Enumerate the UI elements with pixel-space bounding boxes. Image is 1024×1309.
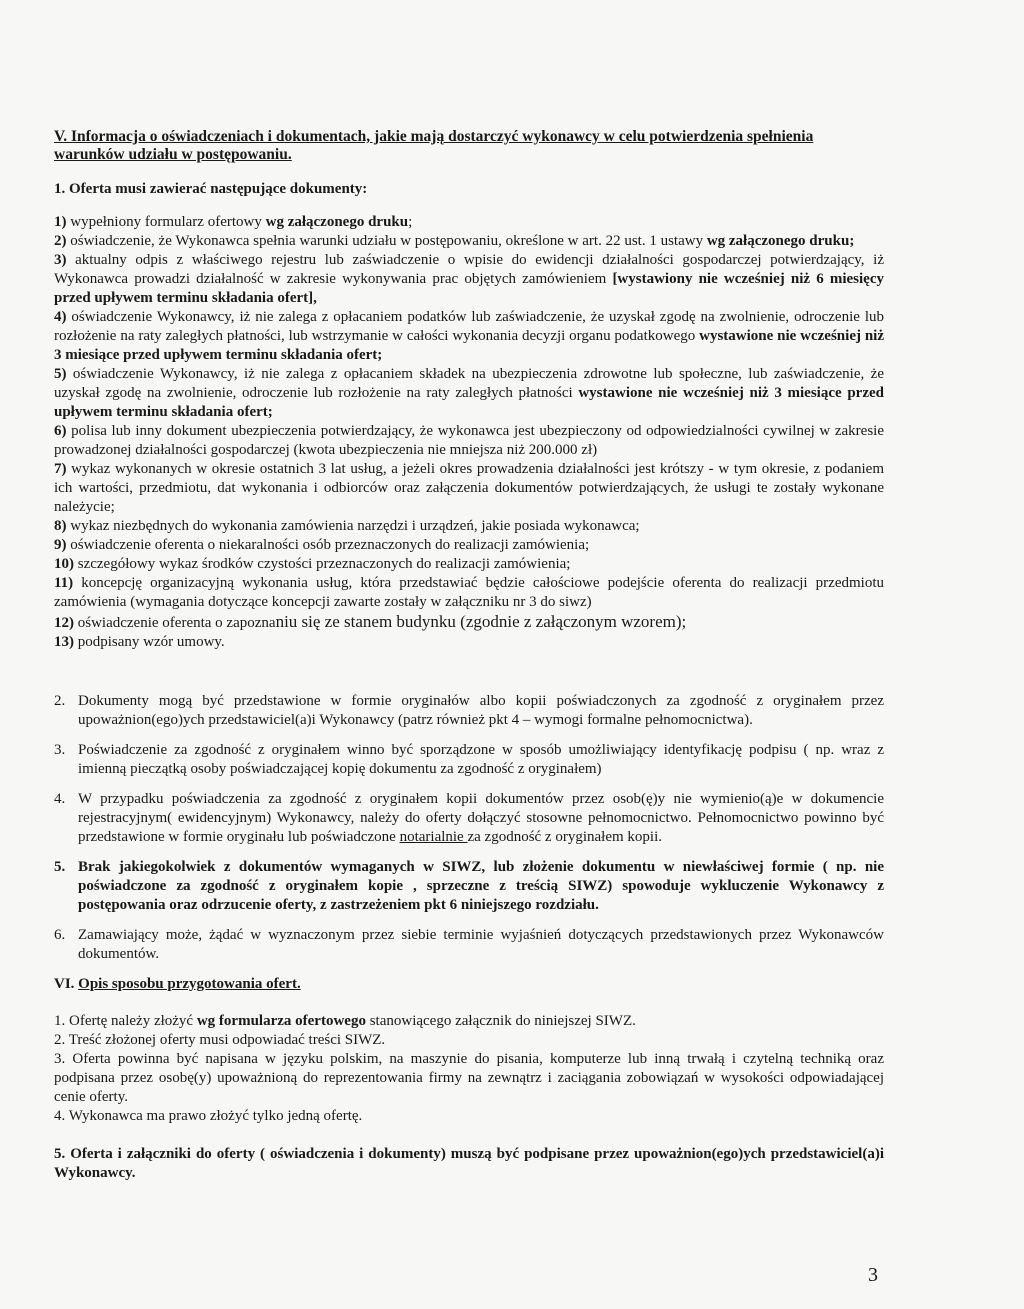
list-item — [54, 555, 884, 574]
item-number: 1) — [54, 214, 67, 230]
item-bold-text: wystawione nie wcześniej niż 3 miesiące przed upływem terminu składania ofert; — [54, 328, 884, 363]
numbered-points — [54, 692, 884, 964]
item-number: 8) — [54, 518, 67, 534]
section-vi-title: Opis sposobu przygotowania ofert. — [78, 976, 301, 992]
list-item — [54, 612, 884, 633]
point-text: Brak jakiegokolwiek z dokumentów wymaganych w SIWZ, lub złożenie dokumentu w niewłaściwej formie ( np. nie poświadczone za zgodność z oryginałem kopie , sprzeczne z treścią SIWZ) spowoduje wykluczenie Wykonawcy z postępowania oraz odrzucenie oferty, z zastrzeżeniem pkt 6 niniejszego rozdziału. — [78, 859, 884, 913]
item-number: 12) — [54, 615, 74, 631]
list-item: 2. Treść złożonej oferty musi odpowiadać treści SIWZ. — [54, 1032, 386, 1048]
item-text: niu się ze stanem budynku (zgodnie z załączonym wzorem); — [275, 612, 687, 631]
item-number: 2) — [54, 233, 67, 249]
section-v-heading: V. Informacja o oświadczeniach i dokumentach, jakie mają dostarczyć wykonawcy w celu potwierdzenia spełnienia warunków udziału w postępowaniu. — [54, 128, 814, 163]
item-number: 10) — [54, 556, 74, 572]
point-text — [78, 790, 884, 847]
list-item — [54, 308, 884, 365]
item-text: wypełniony formularz ofertowy — [66, 214, 266, 230]
item-text: wykaz wykonanych w okresie ostatnich 3 lat usług, a jeżeli okres prowadzenia działalności jest krótszy - w tym okresie, z podaniem ich wartości, przedmiotu, dat wykonania i odbiorców oraz załączenia dokumentów potwierdzających, że usługi te zostały wykonane należycie; — [54, 461, 884, 515]
page-number: 3 — [868, 1264, 878, 1286]
item-text: oświadczenie Wykonawcy, iż nie zalega z opłacaniem podatków lub zaświadczenie, że uzyskał zgodę na zwolnienie, odroczenie lub rozłożenie na raty zaległych płatności, lub wstrzymanie w całości wykonania decyzji organu podatkowego — [54, 309, 884, 344]
list-item: 4. Wykonawca ma prawo złożyć tylko jedną ofertę. — [54, 1108, 363, 1124]
item-text: aktualny odpis z właściwego rejestru lub zaświadczenie o wpisie do ewidencji działalności gospodarczej potwierdzający, iż Wykonawca prowadzi działalność w zakresie wykonywania prac objętych zamówieniem — [54, 252, 884, 287]
item-bold-text: wg załączonego druku — [265, 214, 409, 230]
list-item: 3. Oferta powinna być napisana w języku polskim, na maszynie do pisania, komputerze lub inną trwałą i czytelną techniką oraz podpisana przez osobę(y) upoważnioną do reprezentowania firmy na zewnątrz i zaciągania zobowiązań w wysokości odpowiadającej cenie oferty. — [54, 1051, 884, 1105]
point-text-part: W przypadku poświadczenia za zgodność z oryginałem kopii dokumentów przez osob(ę)y nie wymienio(ą)e w dokumencie rejestracyjnym( ewidencyjnym) Wykonawcy, należy do oferty dołączyć stosowne pełnomocnictwo. Pełnomocnictwo powinno być przedstawione w formie oryginału lub poświadczone — [78, 791, 884, 845]
point-number: 5. — [54, 859, 66, 875]
numbered-point — [54, 926, 884, 964]
list-item — [54, 365, 884, 422]
section-vi-number: VI. — [54, 976, 75, 992]
item-number: 3) — [54, 252, 67, 268]
list-item — [54, 1012, 884, 1031]
item-bold-text: wg formularza ofertowego — [196, 1013, 366, 1029]
item-text: szczegółowy wykaz środków czystości przeznaczonych do realizacji zamówienia; — [74, 556, 571, 572]
numbered-point — [54, 741, 884, 779]
item-number: 13) — [54, 634, 74, 650]
point-number: 4. — [54, 791, 66, 807]
item-text: ; — [408, 214, 413, 230]
document-page — [54, 128, 884, 1183]
list-item — [54, 517, 884, 536]
item-text: oświadczenie Wykonawcy, iż nie zalega z opłacaniem składek na ubezpieczenia zdrowotne lub społeczne, lub zaświadczenie, że uzyskał zgodę na zwolnienie, odroczenie lub rozłożenie na raty zaległych płatności — [54, 366, 884, 401]
list-item — [54, 213, 884, 232]
item-text: wykaz niezbędnych do wykonania zamówienia narzędzi i urządzeń, jakie posiada wykonawca; — [66, 518, 640, 534]
item-text: 1. Ofertę należy złożyć — [54, 1013, 197, 1029]
item-number: 7) — [54, 461, 67, 477]
item-bold-text: wg załączonego druku; — [706, 233, 855, 249]
item-number: 6) — [54, 423, 67, 439]
point-number: 6. — [54, 927, 66, 943]
point-number: 2. — [54, 693, 66, 709]
item-number: 9) — [54, 537, 67, 553]
point-text: Dokumenty mogą być przedstawione w formie oryginałów albo kopii poświadczonych za zgodność z oryginałem przez upoważnion(ego)ych przedstawiciel(a)i Wykonawcy (patrz również pkt 4 – wymogi formalne pełnomocnictwa). — [78, 693, 884, 728]
numbered-point — [54, 790, 884, 847]
numbered-point — [54, 858, 884, 915]
point-text: Zamawiający może, żądać w wyznaczonym przez siebie terminie wyjaśnień dotyczących przedstawionych przez Wykonawców dokumentów. — [78, 927, 884, 962]
list-item — [54, 574, 884, 612]
item-text: oświadczenie, że Wykonawca spełnia warunki udziału w postępowaniu, określone w art. 22 ust. 1 ustawy — [66, 233, 707, 249]
numbered-point — [54, 692, 884, 730]
item-number: 4) — [54, 309, 67, 325]
list-item — [54, 536, 884, 555]
item-number: 5) — [54, 366, 67, 382]
point-text: Poświadczenie za zgodność z oryginałem winno być sporządzone w sposób umożliwiający identyfikację podpisu ( np. wraz z imienną pieczątką osoby poświadczającej kopię dokumentu za zgodność z oryginałem) — [78, 742, 884, 777]
offer-preparation-list — [54, 1012, 884, 1126]
list-item — [54, 633, 884, 652]
item-text: podpisany wzór umowy. — [74, 634, 225, 650]
item-bold-text: wystawione nie wcześniej niż 3 miesiące przed upływem terminu składania ofert; — [54, 385, 884, 420]
item-number: 11) — [54, 575, 74, 591]
section-vi-heading — [54, 975, 884, 994]
list-item — [54, 232, 884, 251]
point-text-part: za zgodność z oryginałem kopii. — [467, 829, 662, 845]
final-signature-requirement: 5. Oferta i załączniki do oferty ( oświadczenia i dokumenty) muszą być podpisane przez upoważnion(ego)ych przedstawiciel(a)i Wykonawcy. — [54, 1146, 884, 1181]
item-text: stanowiącego załącznik do niniejszej SIWZ. — [365, 1013, 636, 1029]
required-documents-list — [54, 213, 884, 652]
item-text: oświadczenie oferenta o zapozna — [74, 615, 276, 631]
item-text: oświadczenie oferenta o niekaralności osób przeznaczonych do realizacji zamówienia; — [66, 537, 590, 553]
item-bold-text: [wystawiony nie wcześniej niż 6 miesięcy przed upływem terminu składania ofert], — [54, 271, 884, 306]
point-text-part: notarialnie — [399, 829, 468, 845]
list-item — [54, 251, 884, 308]
item-text: koncepcję organizacyjną wykonania usług, która przedstawiać będzie całościowe podejście oferenta do realizacji przedmiotu zamówienia (wymagania dotyczące koncepcji zawarte zostały w załączniku nr 3 do siwz) — [54, 575, 884, 610]
list-item — [54, 460, 884, 517]
section-v-subheading: 1. Oferta musi zawierać następujące dokumenty: — [54, 181, 368, 197]
list-item — [54, 422, 884, 460]
item-text: polisa lub inny dokument ubezpieczenia potwierdzający, że wykonawca jest ubezpieczony od odpowiedzialności cywilnej w zakresie prowadzonej działalności gospodarczej (kwota ubezpieczenia nie mniejsza niż 200.000 zł) — [54, 423, 884, 458]
point-number: 3. — [54, 742, 66, 758]
